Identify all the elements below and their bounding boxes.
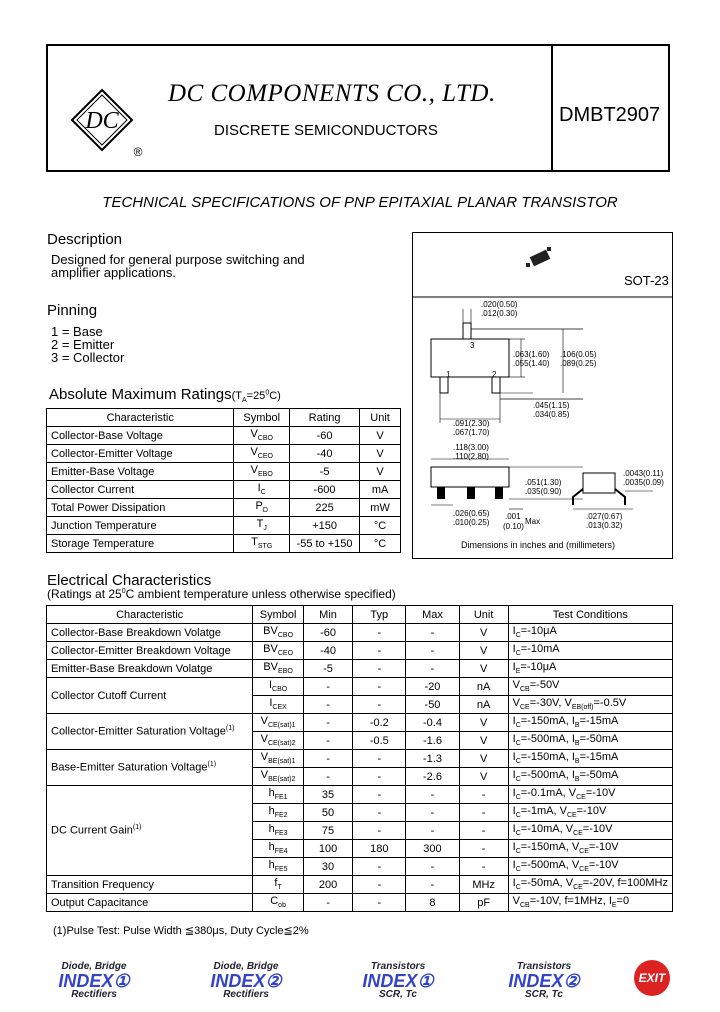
division-name: DISCRETE SEMICONDUCTORS: [214, 122, 438, 139]
ec-max: -50: [406, 696, 459, 714]
ec-unit: -: [459, 822, 508, 840]
amr-row: [47, 517, 401, 535]
ec-min: -5: [303, 660, 352, 678]
dim-label: (0.10): [503, 522, 524, 531]
amr-row: [47, 535, 401, 553]
ec-max: 300: [406, 840, 459, 858]
footer-links: [0, 960, 720, 1010]
description-line-1: Designed for general purpose switching and: [51, 252, 305, 267]
dim-label: .034(0.85): [533, 410, 570, 419]
amr-char: Storage Temperature: [47, 535, 234, 553]
dim-label: .110(2.80): [453, 452, 489, 461]
ec-row: [47, 624, 673, 642]
package-drawing-box: [412, 232, 673, 559]
ec-unit: V: [459, 714, 508, 732]
ec-char: DC Current Gain$^{(1)}$: [47, 786, 253, 876]
ec-row: [47, 786, 673, 804]
dim-label: .020(0.50): [481, 300, 518, 309]
dim-label: .067(1.70): [453, 428, 490, 437]
ec-symbol: $I_{CEX}$: [253, 696, 303, 714]
ec-conditions: $I_C=-1mA$, $V_{CE}=-10V$: [508, 804, 672, 822]
ec-unit: V: [459, 768, 508, 786]
ec-note: (Ratings at $25^0C$ ambient temperature unless otherwise specified): [47, 587, 396, 601]
ec-unit: V: [459, 624, 508, 642]
amr-symbol: $T_J$: [234, 517, 290, 535]
ec-col-header: Typ: [353, 606, 406, 624]
dim-label: .010(0.25): [453, 518, 490, 527]
pin-label-1: 1: [446, 370, 451, 379]
amr-col-header: Unit: [360, 409, 401, 427]
index-link-4[interactable]: Transistors INDEX② SCR, Tc: [508, 961, 580, 1000]
ec-char: Output Capacitance: [47, 894, 253, 912]
amr-rating: 225: [289, 499, 359, 517]
ec-unit: -: [459, 840, 508, 858]
ec-char: Collector-Emitter Breakdown Voltage: [47, 642, 253, 660]
ec-typ: -0.2: [353, 714, 406, 732]
ec-symbol: $V_{BE(sat)2}$: [253, 768, 303, 786]
dim-label: .118(3.00): [453, 443, 489, 452]
dim-label: .063(1.60): [513, 350, 550, 359]
ec-unit: V: [459, 750, 508, 768]
ec-typ: -: [353, 768, 406, 786]
ec-conditions: $I_C=-10mA$, $V_{CE}=-10V$: [508, 822, 672, 840]
ec-max: -: [406, 858, 459, 876]
amr-unit: °C: [360, 535, 401, 553]
ec-typ: 180: [353, 840, 406, 858]
ec-symbol: $BV_{EBO}$: [253, 660, 303, 678]
dim-label: .106(0.05): [560, 350, 597, 359]
ec-symbol: $h_{FE2}$: [253, 804, 303, 822]
ec-unit: nA: [459, 696, 508, 714]
pin-label-3: 3: [470, 341, 475, 350]
ec-symbol: $I_{CBO}$: [253, 678, 303, 696]
dim-label: .089(0.25): [560, 359, 597, 368]
logo-text: DC: [85, 108, 119, 134]
description-line-2: amplifier applications.: [51, 265, 177, 280]
amr-unit: °C: [360, 517, 401, 535]
registered-mark: ®: [133, 145, 143, 158]
amr-table: [46, 408, 401, 553]
amr-row: [47, 445, 401, 463]
amr-rating: -600: [289, 481, 359, 499]
amr-row: [47, 481, 401, 499]
amr-rating: -5: [289, 463, 359, 481]
amr-char: Junction Temperature: [47, 517, 234, 535]
ec-typ: -0.5: [353, 732, 406, 750]
package-name: SOT-23: [624, 273, 669, 288]
ec-conditions: $I_C=-500mA$, $V_{CE}=-10V$: [508, 858, 672, 876]
ec-unit: nA: [459, 678, 508, 696]
ec-row: [47, 894, 673, 912]
ec-typ: -: [353, 894, 406, 912]
amr-rating: -55 to +150: [289, 535, 359, 553]
ec-symbol: $BV_{CBO}$: [253, 624, 303, 642]
ec-symbol: $h_{FE1}$: [253, 786, 303, 804]
ec-row: [47, 660, 673, 678]
amr-rating: -40: [289, 445, 359, 463]
ec-min: -: [303, 768, 352, 786]
dc-logo-icon: [68, 86, 144, 158]
dim-label: .026(0.65): [453, 509, 490, 518]
amr-col-header: Characteristic: [47, 409, 234, 427]
ec-min: 100: [303, 840, 352, 858]
amr-symbol: $V_{CBO}$: [234, 427, 290, 445]
dim-label: Max: [525, 517, 541, 526]
ec-char: Collector Cutoff Current: [47, 678, 253, 714]
ec-conditions: $I_C=-0.1mA$, $V_{CE}=-10V$: [508, 786, 672, 804]
ec-unit: -: [459, 786, 508, 804]
ec-min: -: [303, 732, 352, 750]
ec-min: 30: [303, 858, 352, 876]
ec-max: -1.6: [406, 732, 459, 750]
ec-symbol: $C_{ob}$: [253, 894, 303, 912]
amr-unit: mA: [360, 481, 401, 499]
ec-unit: MHz: [459, 876, 508, 894]
amr-char: Collector-Base Voltage: [47, 427, 234, 445]
ec-char: Emitter-Base Breakdown Volatge: [47, 660, 253, 678]
dim-label: .0035(0.09): [623, 478, 664, 487]
ec-heading: Electrical Characteristics: [47, 572, 212, 589]
ec-typ: -: [353, 750, 406, 768]
part-number: DMBT2907: [559, 104, 661, 126]
ec-max: -20: [406, 678, 459, 696]
ec-header-row: [47, 606, 673, 624]
ec-typ: -: [353, 660, 406, 678]
ec-min: 200: [303, 876, 352, 894]
ec-unit: pF: [459, 894, 508, 912]
description-heading: Description: [47, 231, 123, 248]
ec-symbol: $BV_{CEO}$: [253, 642, 303, 660]
dim-label: .012(0.30): [481, 309, 518, 318]
ec-col-header: Min: [303, 606, 352, 624]
ec-min: 50: [303, 804, 352, 822]
dim-label: .027(0.67): [586, 512, 623, 521]
company-name: DC COMPONENTS CO., LTD.: [168, 80, 496, 107]
ec-conditions: $I_C=-50mA$, $V_{CE}=-20V$, f=100MHz: [508, 876, 672, 894]
ec-symbol: $f_T$: [253, 876, 303, 894]
ec-conditions: $I_C=-500mA$, $I_B=-50mA$: [508, 732, 672, 750]
ec-min: -60: [303, 624, 352, 642]
ec-min: -: [303, 678, 352, 696]
ec-min: -: [303, 696, 352, 714]
ec-max: 8: [406, 894, 459, 912]
dim-label: .045(1.15): [533, 401, 570, 410]
ec-unit: -: [459, 804, 508, 822]
ec-max: -: [406, 822, 459, 840]
ec-symbol: $h_{FE4}$: [253, 840, 303, 858]
index-link-1[interactable]: Diode, Bridge INDEX① Rectifiers: [58, 961, 130, 1000]
header-divider: [551, 46, 553, 170]
amr-unit: mW: [360, 499, 401, 517]
pin-1: 1 = Base: [51, 324, 103, 339]
amr-unit: V: [360, 445, 401, 463]
ec-conditions: $I_C=-10mA$: [508, 642, 672, 660]
amr-heading: Absolute Maximum $Ratings(T_A=25^0C)$: [49, 386, 281, 405]
exit-button[interactable]: EXIT: [634, 960, 670, 996]
ec-col-header: Characteristic: [47, 606, 253, 624]
index-link-2[interactable]: Diode, Bridge INDEX② Rectifiers: [210, 961, 282, 1000]
amr-unit: V: [360, 427, 401, 445]
amr-symbol: $I_C$: [234, 481, 290, 499]
pinning-heading: Pinning: [47, 302, 98, 319]
ec-row: [47, 714, 673, 732]
ec-conditions: $I_C=-500mA$, $I_B=-50mA$: [508, 768, 672, 786]
ec-typ: -: [353, 678, 406, 696]
ec-char: Collector-Emitter Saturation Voltage$^{(1)}$: [47, 714, 253, 750]
ec-row: [47, 750, 673, 768]
ec-symbol: $h_{FE3}$: [253, 822, 303, 840]
amr-col-header: Rating: [289, 409, 359, 427]
index-link-3[interactable]: Transistors INDEX① SCR, Tc: [362, 961, 434, 1000]
ec-max: -: [406, 804, 459, 822]
ec-symbol: $V_{BE(sat)1}$: [253, 750, 303, 768]
amr-rating: -60: [289, 427, 359, 445]
ec-typ: -: [353, 876, 406, 894]
amr-char: Collector-Emitter Voltage: [47, 445, 234, 463]
amr-col-header: Symbol: [234, 409, 290, 427]
ec-min: -: [303, 750, 352, 768]
ec-conditions: $I_C=-10\mu A$: [508, 624, 672, 642]
ec-min: 35: [303, 786, 352, 804]
ec-conditions: $V_{CB}=-50V$: [508, 678, 672, 696]
amr-unit: V: [360, 463, 401, 481]
ec-row: [47, 876, 673, 894]
dim-label: .001: [505, 512, 521, 521]
dim-label: .091(2.30): [453, 419, 490, 428]
ec-max: -1.3: [406, 750, 459, 768]
dim-label: .051(1.30): [525, 478, 562, 487]
ec-unit: V: [459, 660, 508, 678]
ec-col-header: Max: [406, 606, 459, 624]
ec-max: -: [406, 642, 459, 660]
ec-typ: -: [353, 696, 406, 714]
ec-symbol: $V_{CE(sat)1}$: [253, 714, 303, 732]
ec-typ: -: [353, 822, 406, 840]
amr-char: Collector Current: [47, 481, 234, 499]
package-icon: [526, 247, 551, 267]
ec-table: [46, 605, 673, 912]
amr-char: Total Power Dissipation: [47, 499, 234, 517]
ec-unit: -: [459, 858, 508, 876]
page-title: TECHNICAL SPECIFICATIONS OF PNP EPITAXIAL PLANAR TRANSISTOR: [102, 194, 618, 211]
ec-row: [47, 642, 673, 660]
header-box: [46, 44, 670, 172]
amr-symbol: $T_{STG}$: [234, 535, 290, 553]
ec-min: 75: [303, 822, 352, 840]
ec-min: -: [303, 894, 352, 912]
ec-max: -: [406, 624, 459, 642]
ec-max: -: [406, 660, 459, 678]
ec-col-header: Test Conditions: [508, 606, 672, 624]
ec-max: -2.6: [406, 768, 459, 786]
dim-label: .013(0.32): [586, 521, 623, 530]
ec-unit: V: [459, 642, 508, 660]
ec-row: [47, 678, 673, 696]
amr-rating: +150: [289, 517, 359, 535]
ec-char: Base-Emitter Saturation Voltage$^{(1)}$: [47, 750, 253, 786]
ec-conditions: $I_E=-10\mu A$: [508, 660, 672, 678]
ec-symbol: $h_{FE5}$: [253, 858, 303, 876]
dim-label: .035(0.90): [525, 487, 562, 496]
ec-col-header: Symbol: [253, 606, 303, 624]
ec-conditions: $I_C=-150mA$, $V_{CE}=-10V$: [508, 840, 672, 858]
amr-row: [47, 499, 401, 517]
ec-typ: -: [353, 624, 406, 642]
ec-char: Transition Frequency: [47, 876, 253, 894]
ec-typ: -: [353, 786, 406, 804]
amr-header-row: [47, 409, 401, 427]
ec-conditions: $I_C=-150mA$, $I_B=-15mA$: [508, 714, 672, 732]
amr-symbol: $V_{EBO}$: [234, 463, 290, 481]
amr-symbol: $V_{CEO}$: [234, 445, 290, 463]
amr-row: [47, 463, 401, 481]
ec-min: -40: [303, 642, 352, 660]
ec-max: -: [406, 786, 459, 804]
ec-conditions: $V_{CB}=-10V$, f=1MHz, $I_E=0$: [508, 894, 672, 912]
ec-unit: V: [459, 732, 508, 750]
ec-max: -: [406, 876, 459, 894]
ec-conditions: $V_{CE}=-30V$, $V_{EB(off)}=-0.5V$: [508, 696, 672, 714]
footnote: (1)Pulse Test: Pulse Width ≦380μs, Duty Cycle≦2%: [53, 925, 309, 937]
ec-typ: -: [353, 642, 406, 660]
pin-3: 3 = Collector: [51, 350, 125, 365]
amr-char: Emitter-Base Voltage: [47, 463, 234, 481]
ec-min: -: [303, 714, 352, 732]
ec-char: Collector-Base Breakdown Volatge: [47, 624, 253, 642]
dim-label: .055(1.40): [513, 359, 550, 368]
ec-typ: -: [353, 858, 406, 876]
ec-typ: -: [353, 804, 406, 822]
amr-row: [47, 427, 401, 445]
dim-label: .0043(0.11): [623, 469, 664, 478]
ec-conditions: $I_C=-150mA$, $I_B=-15mA$: [508, 750, 672, 768]
ec-max: -0.4: [406, 714, 459, 732]
ec-symbol: $V_{CE(sat)2}$: [253, 732, 303, 750]
dimensions-caption: Dimensions in inches and (millimeters): [461, 540, 616, 550]
ec-col-header: Unit: [459, 606, 508, 624]
pin-2: 2 = Emitter: [51, 337, 115, 352]
amr-symbol: $P_D$: [234, 499, 290, 517]
pin-label-2: 2: [492, 370, 497, 379]
